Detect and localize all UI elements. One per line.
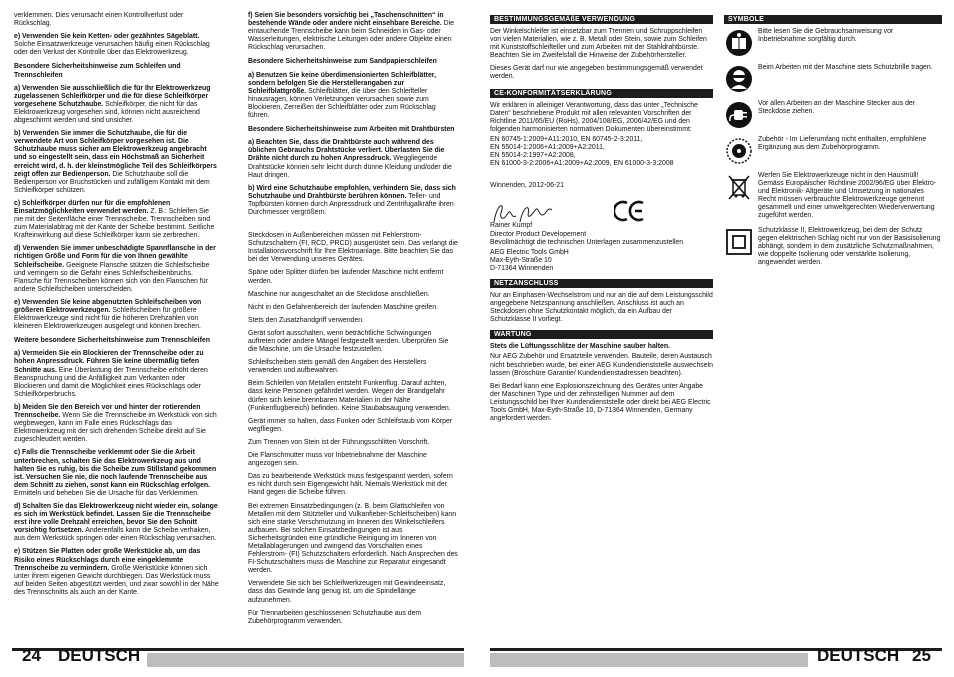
left-column-1	[14, 12, 219, 602]
symbol-description: Zubehör - Im Lieferumfang nicht enthalten, empfohlene Ergänzung aus dem Zubehörprogramm.	[758, 136, 927, 152]
instruction-bold: a) Vermeiden Sie ein Blockieren der Trennscheibe oder zu hohen Anpressdruck. Führen Sie keine übermäßig tiefen Schnitte aus.	[14, 350, 204, 374]
instruction-text: Wenn Sie die Trennscheibe im Werkstück von sich wegbewegen, kann im Falle eines Rückschlags das Elektrowerkzeug mit der sich drehenden Scheibe direkt auf Sie zugeschleudert werden.	[14, 412, 217, 444]
paragraph: Gerät sofort ausschalten, wenn beträchtliche Schwingungen auftreten oder andere Mängel festgestellt werden. Überprüfen Sie die Maschine, um die Ursache festzustellen.	[248, 329, 449, 354]
instruction-bold: a) Beachten Sie, dass die Drahtbürste auch während des üblichen Gebrauchs Drahtstücke verliert. Überlasten Sie die Drähte nicht durch zu hohen Anpressdruck.	[248, 139, 445, 163]
safety-instruction	[14, 299, 219, 331]
left-column-2	[248, 12, 458, 631]
paragraph: Zum Trennen von Stein ist der Führungsschlitten Vorschrift.	[248, 438, 430, 446]
instruction-bold: a) Benutzen Sie keine überdimensionierten Schleifblätter, sondern befolgen Sie die Herstellerangaben zur Schleifblattgröße.	[248, 71, 437, 95]
instruction-text: Die eintauchende Trennscheibe kann beim Schneiden in Gas- oder Wasserleitungen, elektrische Leitungen oder andere Objekte einen Rückschlag verursachen.	[248, 20, 455, 52]
unplug-icon	[724, 100, 754, 130]
symbol-description: Werfen Sie Elektrowerkzeuge nicht in den Hausmüll! Gemäss Europäischer Richtlinie 2002/96/EG über Elektro- und Elektronik- Altgeräte und Umsetzung in nationales Recht müssen verbrauchte Elektrowerkzeuge getrennt gesammelt und einer umweltgerechten Wiederverwertung zugeführt werden.	[758, 172, 937, 220]
right-page-title: DEUTSCH	[817, 646, 900, 665]
safety-instruction	[14, 350, 219, 399]
paragraph: Maschine nur ausgeschaltet an die Steckdose anschließen.	[248, 290, 430, 298]
subsection-heading: Besondere Sicherheitshinweise zum Sandpapierschleifen	[248, 58, 437, 66]
ce-text	[490, 102, 713, 169]
paragraph: Stets den Zusatzhandgriff verwenden.	[248, 316, 364, 324]
paragraph: Nur an Einphasen-Wechselstrom und nur an die auf dem Leistungsschild angegebene Netzspannung anschließen. Anschluss ist auch an Steckdosen ohne Schutzkontakt möglich, da ein Aufbau der Schutzklasse II vorliegt.	[490, 291, 713, 324]
ce-signer-name: Rainer Kumpf	[490, 222, 533, 230]
protection-class-ii-icon	[724, 227, 754, 257]
section-header-maintenance: WARTUNG	[490, 330, 713, 339]
instruction-text: Z. B.: Schleifen Sie nie mit der Seitenfläche einer Trennscheibe. Trennscheiben sind zum Materialabtrag mit der Kante der Scheibe bestimmt. Seitliche Krafteinwirkung auf diese Schleifkörper kann sie zerbrechen.	[14, 207, 215, 240]
safety-instruction	[248, 72, 458, 121]
instruction-text: Schleifblätter, die über den Schleifteller hinausragen, können Verletzungen verursachen sowie zum Blockieren, Zerreißen der Schleifblätter oder zum Rückschlag führen.	[248, 87, 436, 120]
safety-instruction	[14, 200, 219, 240]
instruction-bold: d) Verwenden Sie immer unbeschädigte Spannflansche in der richtigen Größe und Form für die von Ihnen gewählte Schleifscheibe.	[14, 245, 216, 269]
instruction-text: Weggliegende Drahtstücke können sehr leicht durch dünne Kleidung und/oder die Haut dringen.	[248, 155, 452, 179]
instruction-text: Solche Einsatzwerkzeuge verursachen häufig einen Rückschlag oder den Verlust der Kontrolle über das Elektrowerkzeug.	[14, 41, 210, 57]
instruction-text: Schleifkörper, die nicht für das Elektrowerkzeug vorgesehen sind, können nicht ausreichend abgeschirmt werden und sind unsicher.	[14, 100, 200, 125]
paragraph: EN 60745-1:2009+A11:2010, EN 60745-2-3:2011,	[490, 135, 643, 143]
instruction-text: Die Schutzhaube soll die Bedienperson vor Bruchstücken und zufälligem Kontakt mit dem Schleifkörper schützen.	[14, 170, 210, 194]
symbol-description: Vor allen Arbeiten an der Maschine Stecker aus der Steckdose ziehen.	[758, 100, 916, 116]
left-page-number: 24	[22, 646, 41, 665]
safety-instruction	[14, 130, 219, 195]
instruction-bold: b) Verwenden Sie immer die Schutzhaube, die für die verwendete Art von Schleifkörper vorgesehen ist. Die Schutzhaube muss sicher am Elektrowerkzeug angebracht und so eingestellt sein, dass ein Höchstmaß an Sicherheit erreicht wird, d. h. der kleinstmögliche Teil des Schleifkörpers zeigt offen zur Bedienperson.	[14, 130, 217, 178]
maintenance-text	[490, 353, 713, 423]
paragraph: Das zu bearbeitende Werkstück muss festgespannt werden, sofern es nicht durch sein Eigengewicht hält. Niemals Werkstück mit der Hand gegen die Scheibe führen.	[248, 473, 453, 497]
instruction-text: Schleifscheiben für größere Elektrowerkzeuge sind nicht für die höheren Drehzahlen von kleineren Elektrowerkzeugen ausgelegt und können brechen.	[14, 307, 201, 331]
section-header-power: NETZANSCHLUSS	[490, 279, 713, 288]
ce-signer-role: Director Product Developement	[490, 230, 587, 238]
safety-instruction	[14, 449, 219, 498]
paragraph: Nicht in den Gefahrenbereich der laufenden Maschine greifen.	[248, 303, 438, 311]
wear-goggles-icon	[724, 64, 754, 94]
symbol-list	[724, 28, 942, 267]
paragraph: Gerät immer so halten, dass Funken oder Schleifstaub vom Körper wegfliegen.	[248, 417, 453, 433]
paragraph: Bei extremen Einsatzbedingungen (z. B. beim Glattschleifen von Metallen mit dem Stützteller und Vulkanfieber-Schleifscheiben) kann sich eine starke Verschmutzung im Inneren des Winkelschleifers aufbauen. Bei solchen Einsatzbedingungen ist aus Sicherheitsgründen eine gründliche Reinigung im Inneren von Metallablagerungen und zwingend das Vorschalten eines Fehlerstrom- (FI) Schutzschalters erforderlich. Nach Ansprechen des FI-Schutzschalters muss die Maschine zur Reparatur eingesandt werden.	[248, 502, 458, 575]
safety-instruction	[14, 33, 219, 57]
safety-instruction	[14, 245, 219, 294]
instruction-bold: e) Stützen Sie Platten oder große Werkstücke ab, um das Risiko eines Rückschlags durch eine eingeklemmte Trennscheibe zu vermindern.	[14, 548, 201, 572]
instruction-text: Geeignete Flansche stützen die Schleifscheibe und verringern so die Gefahr eines Schleifscheibenbruchs. Flansche für Trennscheiben können sich von den Flanschen für andere Schleifscheiben unterscheiden.	[14, 261, 210, 293]
safety-instruction	[248, 12, 458, 52]
symbol-row	[724, 28, 942, 58]
signature-image	[490, 200, 560, 226]
instruction-text: Ermitteln und beheben Sie die Ursache für das Verklemmen.	[14, 489, 199, 497]
symbol-row	[724, 64, 942, 94]
paragraph: verklemmen. Dies verursacht einen Kontrollverlust oder Rückschlag.	[14, 12, 184, 28]
safety-instruction	[14, 404, 219, 444]
paragraph: Der Winkelschleifer ist einsetzbar zum Trennen und Schruppschleifen von vielen Materialien, wie z. B. Metall oder Stein, sowie zum Schleifen mit Kunststoffschleifteller und zum Arbeiten mit der Stahldrahtbürste. Beachten Sie im Zweifelsfall die Hinweise der Zubehörhersteller.	[490, 28, 707, 60]
spacer	[248, 222, 458, 232]
safety-instruction	[14, 503, 219, 543]
instruction-bold: e) Verwenden Sie kein Ketten- oder gezähntes Sägeblatt.	[14, 33, 200, 41]
instruction-bold: a) Verwenden Sie ausschließlich die für Ihr Elektrowerkzeug zugelassenen Schleifkörper und die für diese Schleifkörper vorgesehene Schutzhaube.	[14, 84, 211, 108]
symbol-description: Bitte lesen Sie die Gebrauchsanweisung vor Inbetriebnahme sorgfältig durch.	[758, 28, 894, 44]
instruction-text: Anderenfalls kann die Scheibe verhaken, aus dem Werkstück springen oder einen Rückschlag verursachen.	[14, 527, 217, 543]
symbol-row	[724, 172, 942, 221]
power-text	[490, 292, 713, 324]
ce-authorized: Bevollmächtigt die technischen Unterlagen zusammenzustellen	[490, 238, 684, 246]
ce-company: AEG Electric Tools GmbH	[490, 248, 569, 256]
weee-bin-icon	[724, 172, 754, 202]
instruction-text: Große Werkstücke können sich unter ihrem eigenen Gewicht durchbiegen. Das Werkstück muss auf beiden Seiten abgestützt werden, und zwar sowohl in der Nähe des Trennschnitts als auch an der Kante.	[14, 564, 219, 596]
right-page-number: 25	[912, 646, 931, 665]
accessory-icon	[724, 136, 754, 166]
instruction-text: Teller- und Topfbürsten können durch Anpressdruck und Zentrifugalkräfte ihren Durchmesser vergrößern.	[248, 192, 454, 216]
symbol-row	[724, 100, 942, 130]
symbol-row	[724, 136, 942, 166]
right-column-usage	[490, 12, 713, 428]
paragraph: Für Trennarbeiten geschlossenen Schutzhaube aus dem Zubehörprogramm verwenden.	[248, 609, 422, 625]
symbol-description: Schutzklasse II, Elektrowerkzeug, bei dem der Schutz gegen elektrischen Schlag nicht nur von der Basisisolierung abhängt, sondern in dem zusätzliche Schutzmaßnahmen, wie doppelte Isolierung oder verstärkte Isolierung, angewendet werden.	[758, 226, 941, 266]
instruction-bold: c) Falls die Trennscheibe verklemmt oder Sie die Arbeit unterbrechen, schalten Sie das Elektrowerkzeug aus und halten Sie es ruhig, bis die Scheibe zum Stillstand gekommen ist. Versuchen Sie nie, die noch laufende Trennscheibe aus dem Schnitt zu ziehen, sonst kann ein Rückschlag erfolgen.	[14, 449, 217, 489]
maintenance-bold: Stets die Lüftungsschlitze der Maschine sauber halten.	[490, 343, 670, 351]
right-column-symbols	[724, 12, 942, 273]
safety-instruction	[14, 85, 219, 125]
paragraph: Wir erklären in alleiniger Verantwortung, dass das unter „Technische Daten“ beschriebene Produkt mit allen relevanten Vorschriften der Richtline 2011/65/EU (RoHs), 2004/108/EG, 2006/42/EG und den folgenden harmonisierten normativen Dokumenten übereinstimmt:	[490, 101, 698, 133]
paragraph: Steckdosen in Außenbereichen müssen mit Fehlerstrom-Schutzschaltern (FI, RCD, PRCD) ausgerüstet sein. Das verlangt die Installationsvorschrift für Ihre Elektroanlage. Bitte beachten Sie das bei der Verwendung unseres Gerätes.	[248, 232, 458, 264]
paragraph: EN 61000-3-2:2006+A1:2009+A2:2009, EN 61000-3-3:2008	[490, 160, 674, 168]
safety-instruction	[14, 548, 219, 597]
safety-instruction	[248, 139, 458, 179]
paragraph: Späne oder Splitter dürfen bei laufender Maschine nicht entfernt werden.	[248, 269, 444, 285]
section-header-symbols: SYMBOLE	[724, 15, 942, 24]
instruction-bold: d) Schalten Sie das Elektrowerkzeug nicht wieder ein, solange es sich im Werkstück befindet. Lassen Sie die Trennscheibe erst ihre volle Drehzahl erreichen, bevor Sie den Schnitt vorsichtig fortsetzen.	[14, 502, 218, 535]
paragraph: Bei Bedarf kann eine Explosionszeichnung des Gerätes unter Angabe der Maschinen Type und der zehnstelligen Nummer auf dem Leistungsschild bei Ihrer Kundendienststelle oder direkt bei AEG Electric Tools GmbH, Max-Eyth-Straße 10, D-71364 Winnenden, Germany angefordert werden.	[490, 382, 711, 423]
section-header-ce: CE-KONFORMITÄTSERKLÄRUNG	[490, 89, 713, 98]
subsection-heading: Besondere Sicherheitshinweise zum Schleifen und Trennschleifen	[14, 63, 181, 79]
paragraph: EN 55014-1:2006+A1:2009+A2:2011,	[490, 144, 605, 152]
paragraph: EN 55014-2:1997+A2:2008,	[490, 152, 576, 160]
paragraph: Dieses Gerät darf nur wie angegeben bestimmungsgemäß verwendet werden.	[490, 65, 703, 81]
usage-text	[490, 28, 713, 82]
safety-instruction	[248, 185, 458, 217]
instruction-text: Eine Überlastung der Trennscheibe erhöht deren Beanspruchung und die Anfälligkeit zum Verkanten oder Blockieren und damit die Möglichkeit eines Rückschlags oder Schleifkörperbruchs.	[14, 366, 208, 398]
instruction-bold: f) Seien Sie besonders vorsichtig bei „Taschenschnitten“ in bestehende Wände oder andere nicht einsehbare Bereiche.	[248, 12, 444, 28]
ce-street: Max-Eyth-Straße 10	[490, 256, 552, 264]
ce-mark-icon	[614, 200, 646, 222]
paragraph: Schleifscheiben stets gemäß den Angaben des Herstellers verwenden und aufbewahren.	[248, 359, 427, 375]
paragraph: Die Flanschmutter muss vor Inbetriebnahme der Maschine angezogen sein.	[248, 452, 427, 468]
subsection-heading: Besondere Sicherheitshinweise zum Arbeiten mit Drahtbürsten	[248, 126, 455, 134]
instruction-bold: c) Schleifkörper dürfen nur für die empfohlenen Einsatzmöglichkeiten verwendet werden.	[14, 199, 171, 215]
symbol-description: Beim Arbeiten mit der Maschine stets Schutzbrille tragen.	[758, 64, 933, 71]
read-manual-icon	[724, 28, 754, 58]
subsection-heading: Weitere besondere Sicherheitshinweise zum Trennschleifen	[14, 337, 210, 345]
instruction-bold: b) Meiden Sie den Bereich vor und hinter der rotierenden Trennscheibe.	[14, 403, 201, 420]
instruction-bold: b) Wird eine Schutzhaube empfohlen, verhindern Sie, dass sich Schutzhaube und Drahtbürste berühren können.	[248, 184, 456, 200]
ce-city: D-71364 Winnenden	[490, 264, 554, 272]
paragraph: Beim Schleifen von Metallen entsteht Funkenflug. Darauf achten, dass keine Personen gefährdet werden. Wegen der Brandgefahr dürfen sich keine brennbaren Materialien in der Nähe (Funkenflugbereich) befinden. Keine Staubabsaugung verwenden.	[248, 380, 451, 412]
ce-place-date: Winnenden, 2012-06-21	[490, 182, 564, 190]
left-page-title: DEUTSCH	[58, 646, 141, 665]
paragraph: Verwendete Sie sich bei Schleifwerkzeugen mit Gewindeeinsatz, dass das Gewinde lang genug ist, um die Spindellänge aufzunehmen.	[248, 580, 446, 604]
instruction-bold: e) Verwenden Sie keine abgenutzten Schleifscheiben von größeren Elektrowerkzeugen.	[14, 298, 202, 314]
section-header-usage: BESTIMMUNGSGEMÄßE VERWENDUNG	[490, 15, 713, 24]
symbol-row	[724, 227, 942, 267]
paragraph: Nur AEG Zubehör und Ersatzteile verwenden. Bauteile, deren Austausch nicht beschrieben wurde, bei einer AEG Kundendienststelle auswechseln lassen (Broschüre Garantie/ Kundendienstadressen beachten).	[490, 353, 713, 377]
